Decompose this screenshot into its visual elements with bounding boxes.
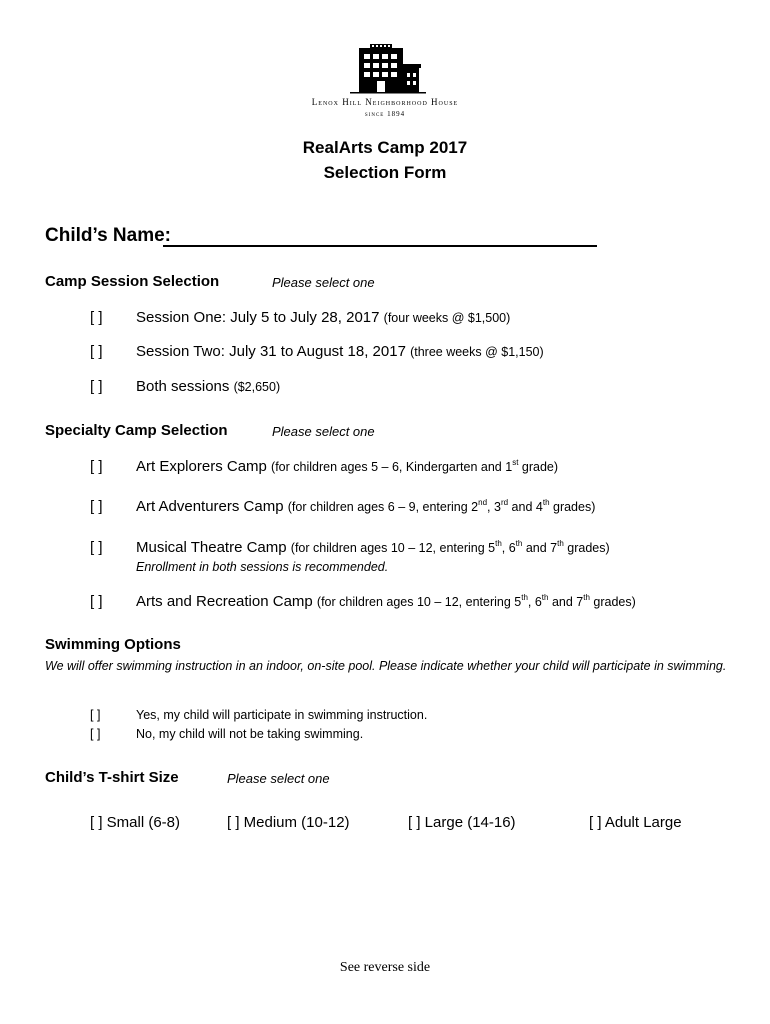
arts-recreation-detail: (for children ages 10 – 12, entering 5th, 6th and 7th grades) [316, 593, 636, 609]
specialty-hint: Please select one [272, 424, 375, 439]
camp-session-hint: Please select one [272, 275, 375, 290]
tshirt-medium-option[interactable]: [ ] Medium (10-12) [227, 814, 350, 831]
session-two-checkbox[interactable]: [ ] [90, 343, 103, 360]
arts-recreation-option [136, 593, 636, 610]
arts-recreation-label: Arts and Recreation Camp [136, 593, 313, 610]
both-sessions-checkbox[interactable]: [ ] [90, 378, 103, 395]
session-two-label: Session Two: July 31 to August 18, 2017 [136, 343, 406, 360]
tshirt-small-option[interactable]: [ ] Small (6-8) [90, 814, 181, 831]
musical-theatre-note: Enrollment in both sessions is recommended. [136, 560, 389, 574]
swim-yes-label: Yes, my child will participate in swimming instruction. [136, 708, 428, 722]
tshirt-hint: Please select one [227, 771, 330, 786]
musical-theatre-detail: (for children ages 10 – 12, entering 5th, 6th and 7th grades) [290, 539, 610, 555]
musical-theatre-label: Musical Theatre Camp [136, 539, 287, 556]
arts-recreation-checkbox[interactable]: [ ] [90, 593, 103, 610]
form-title: RealArts Camp 2017 [302, 138, 468, 157]
building-icon [300, 42, 470, 94]
musical-theatre-option [136, 539, 610, 556]
session-one-detail: (four weeks @ $1,500) [383, 311, 511, 325]
session-one-option [136, 309, 510, 326]
art-adventurers-option [136, 498, 595, 515]
musical-theatre-checkbox[interactable]: [ ] [90, 539, 103, 556]
child-name-field[interactable] [163, 245, 597, 247]
art-adventurers-detail: (for children ages 6 – 9, entering 2nd, 3rd and 4th grades) [287, 498, 596, 514]
session-one-checkbox[interactable]: [ ] [90, 309, 103, 326]
form-subtitle: Selection Form [323, 163, 447, 182]
logo-since: since 1894 [364, 110, 406, 118]
tshirt-adult-large-option[interactable]: [ ] Adult Large [589, 814, 682, 831]
tshirt-heading: Child’s T-shirt Size [45, 769, 179, 786]
swim-no-checkbox[interactable]: [ ] [90, 727, 101, 741]
logo-name: Lenox Hill Neighborhood House [311, 97, 459, 107]
swimming-description: We will offer swimming instruction in an indoor, on-site pool. Please indicate whether your child will participate in swimming. [45, 659, 727, 673]
art-explorers-detail: (for children ages 5 – 6, Kindergarten and 1st grade) [271, 458, 559, 474]
specialty-heading: Specialty Camp Selection [45, 422, 228, 439]
tshirt-large-option[interactable]: [ ] Large (14-16) [408, 814, 516, 831]
session-two-option [136, 343, 544, 360]
swimming-heading: Swimming Options [45, 636, 181, 653]
both-sessions-option [136, 378, 280, 395]
session-one-label: Session One: July 5 to July 28, 2017 [136, 309, 380, 326]
child-name-label: Child’s Name: [45, 225, 171, 246]
logo [300, 42, 470, 99]
session-two-detail: (three weeks @ $1,150) [410, 345, 544, 359]
both-sessions-label: Both sessions [136, 378, 230, 395]
both-sessions-detail: ($2,650) [233, 380, 281, 394]
art-explorers-checkbox[interactable]: [ ] [90, 458, 103, 475]
swim-no-label: No, my child will not be taking swimming. [136, 727, 364, 741]
reverse-side-note: See reverse side [339, 960, 431, 975]
art-adventurers-checkbox[interactable]: [ ] [90, 498, 103, 515]
art-explorers-option [136, 458, 558, 475]
swim-yes-checkbox[interactable]: [ ] [90, 708, 101, 722]
art-explorers-label: Art Explorers Camp [136, 458, 267, 475]
art-adventurers-label: Art Adventurers Camp [136, 498, 284, 515]
camp-session-heading: Camp Session Selection [45, 273, 220, 290]
